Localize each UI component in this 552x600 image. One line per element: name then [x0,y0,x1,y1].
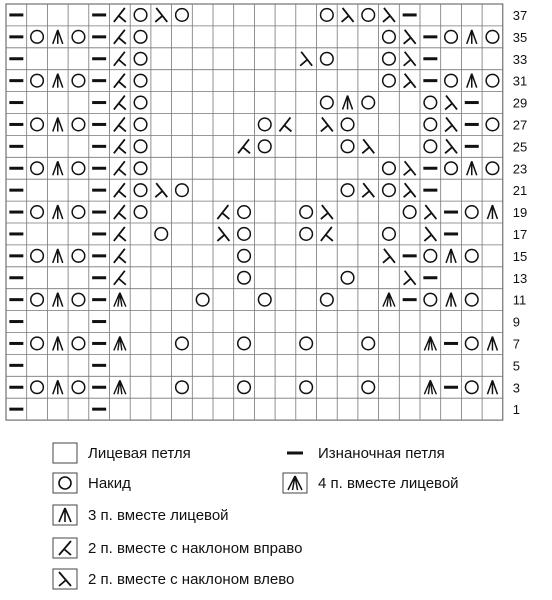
legend-k3tog-label: 3 п. вместе лицевой [88,506,229,524]
legend-yarn-over [52,472,131,494]
row-number-label: 37 [512,7,528,23]
legend-yarn-over-label: Накид [88,474,131,492]
row-number-label: 33 [512,51,528,67]
row-number-label: 3 [512,380,521,396]
row-number-label: 13 [512,270,528,286]
row-number-label: 31 [512,73,528,89]
row-number-label: 9 [512,314,521,330]
row-number-label: 1 [512,402,521,418]
row-number-label: 17 [512,226,528,242]
row-number-label: 27 [512,117,528,133]
row-number-label: 19 [512,205,528,221]
k4tog-symbol [282,472,308,494]
legend-purl-label: Изнаночная петля [318,444,445,462]
legend-k2tog-right-label: 2 п. вместе с наклоном вправо [88,539,303,557]
purl-symbol [282,442,308,464]
legend-k3tog [52,504,229,526]
yarn-over-symbol [52,472,78,494]
k2tog-right-symbol [52,537,78,559]
row-number-label: 35 [512,29,528,45]
knit-symbol [52,442,78,464]
legend-knit [52,442,191,464]
row-number-label: 5 [512,358,521,374]
legend-k2tog-right [52,537,302,559]
k2tog-left-symbol [52,568,78,590]
row-number-label: 15 [512,248,528,264]
legend-k2tog-left [52,568,294,590]
row-number-label: 11 [512,292,527,308]
legend-k4tog-label: 4 п. вместе лицевой [318,474,459,492]
row-number-label: 23 [512,161,528,177]
row-number-label: 7 [512,336,521,352]
legend-k2tog-left-label: 2 п. вместе с наклоном влево [88,570,295,588]
legend-k4tog [282,472,459,494]
legend-purl [282,442,445,464]
k3tog-symbol [52,504,78,526]
row-number-label: 25 [512,139,528,155]
row-number-label: 29 [512,95,528,111]
row-number-label: 21 [512,183,528,199]
legend-knit-label: Лицевая петля [88,444,191,462]
